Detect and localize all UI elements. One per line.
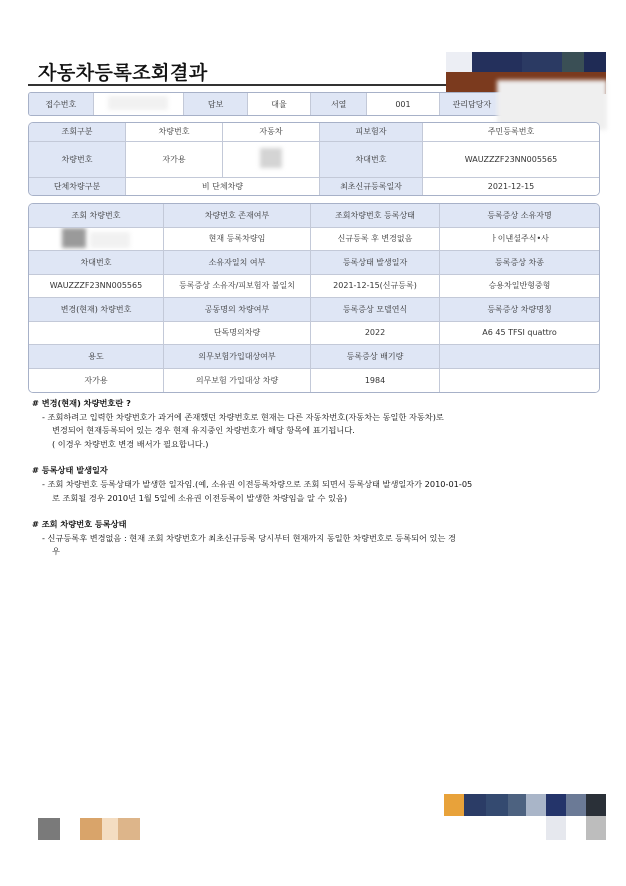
cell-owner-match-label: 소유자일치 여부 bbox=[164, 251, 311, 275]
vin-label: 차대번호 bbox=[320, 142, 423, 178]
cell-usage-label: 용도 bbox=[29, 345, 164, 369]
cell-changed-no-value bbox=[29, 322, 164, 346]
note-reg-status-line1: - 신규등록후 변경없음 : 현재 조회 차량번호가 최초신규등록 당시부터 현재까지 동일한 차량번호로 등록되어 있는 경 bbox=[42, 532, 456, 543]
manager-label: 담보 bbox=[184, 93, 247, 115]
note-changed-no-line1: - 조회하려고 입력한 차량번호가 과거에 존재했던 차량번호로 현재는 다른 자동차번호(자동차는 동일한 자동차)로 bbox=[42, 411, 444, 422]
bottom-right-mosaic bbox=[444, 794, 606, 840]
cell-model-year-label: 등록증상 모델연식 bbox=[311, 298, 440, 322]
note-reg-status-line2: 우 bbox=[52, 546, 60, 557]
cell-owner-label: 등록증상 소유자명 bbox=[440, 204, 599, 228]
cell-insurance-label: 의무보험가입대상여부 bbox=[164, 345, 311, 369]
receipt-no-value bbox=[94, 93, 185, 115]
cell-usage-value: 자가용 bbox=[29, 369, 164, 393]
insured-value: 주민등록번호 bbox=[423, 123, 599, 142]
cell-empty-value bbox=[440, 369, 599, 393]
query-type-label: 조회구분 bbox=[29, 123, 126, 142]
vehicle-no-redacted bbox=[223, 142, 320, 178]
note-changed-no-line3: ( 이경우 차량번호 변경 배서가 필요합니다.) bbox=[52, 438, 209, 449]
insured-label: 피보험자 bbox=[320, 123, 423, 142]
cell-status-value: 신규등록 후 변경없음 bbox=[311, 228, 440, 252]
cell-owner-match-value: 등록증상 소유자/피보험자 불일치 bbox=[164, 275, 311, 299]
note-status-date-line1: - 조회 차량번호 등록상태가 발생한 일자임.(예, 소유권 이전등록차량으로 조회 되면서 등록상태 발생일자가 2010-01-05 bbox=[42, 478, 473, 489]
cell-status-label: 조회차량번호 등록상태 bbox=[311, 204, 440, 228]
cell-joint-owner-value: 단독명의차량 bbox=[164, 322, 311, 346]
page-title: 자동차등록조회결과 bbox=[38, 62, 208, 84]
admin-label: 관리담당자 bbox=[440, 93, 505, 115]
note-status-date-heading: # 등록상태 발생일자 bbox=[32, 465, 108, 476]
receipt-no-label: 접수번호 bbox=[29, 93, 94, 115]
cell-vin-value: WAUZZZF23NN005565 bbox=[29, 275, 164, 299]
cell-exists-label: 차량번호 존재여부 bbox=[164, 204, 311, 228]
cell-vehicle-type-value: 승용차일반형중형 bbox=[440, 275, 599, 299]
title-divider bbox=[28, 84, 448, 86]
seal-label: 서열 bbox=[311, 93, 367, 115]
vehicle-use-value: 자가용 bbox=[126, 142, 223, 178]
cell-vin-label: 차대번호 bbox=[29, 251, 164, 275]
group-vehicle-value: 비 단체차량 bbox=[126, 178, 320, 195]
note-changed-no-line2: 변경되어 현재등록되어 있는 경우 현재 유지중인 차량번호가 해당 항목에 표기됩니다. bbox=[52, 425, 355, 436]
query-info-table bbox=[28, 122, 600, 196]
cell-vehicle-name-label: 등록증상 차량명칭 bbox=[440, 298, 599, 322]
query-type-value: 차량번호 bbox=[126, 123, 223, 142]
cell-query-vehicle-no-label: 조회 차량번호 bbox=[29, 204, 164, 228]
cell-changed-no-label: 변경(현재) 차량번호 bbox=[29, 298, 164, 322]
registration-result-table bbox=[28, 203, 600, 393]
cell-status-date-value: 2021-12-15(신규등록) bbox=[311, 275, 440, 299]
query-category-value: 자동차 bbox=[223, 123, 320, 142]
manager-value: 대율 bbox=[248, 93, 311, 115]
note-reg-status-heading: # 조회 차량번호 등록상태 bbox=[32, 519, 127, 530]
cell-owner-value: ㅏ이낸셜주식•사 bbox=[440, 228, 599, 252]
note-status-date-line2: 로 조회될 경우 2010년 1월 5일에 소유권 이전등록이 발생한 차량임을 알 수 있음) bbox=[52, 492, 348, 503]
cell-query-vehicle-no-value bbox=[29, 228, 164, 252]
cell-insurance-value: 의무보험 가입대상 차량 bbox=[164, 369, 311, 393]
cell-vehicle-type-label: 등록증상 차종 bbox=[440, 251, 599, 275]
group-vehicle-label: 단체차량구분 bbox=[29, 178, 126, 195]
cell-empty-header bbox=[440, 345, 599, 369]
explanation-notes bbox=[32, 397, 602, 559]
cell-status-date-label: 등록상태 발생일자 bbox=[311, 251, 440, 275]
vehicle-no-label: 차량번호 bbox=[29, 142, 126, 178]
cell-exists-value: 현재 등록차량임 bbox=[164, 228, 311, 252]
cell-displacement-value: 1984 bbox=[311, 369, 440, 393]
cell-joint-owner-label: 공동명의 차량여부 bbox=[164, 298, 311, 322]
cell-displacement-label: 등록증상 배기량 bbox=[311, 345, 440, 369]
bottom-left-mosaic bbox=[38, 818, 144, 840]
seal-value: 001 bbox=[367, 93, 440, 115]
vin-value: WAUZZZF23NN005565 bbox=[423, 142, 599, 178]
first-reg-date-label: 최초신규등록일자 bbox=[320, 178, 423, 195]
note-changed-no-heading: # 변경(현재) 차량번호란 ? bbox=[32, 398, 131, 408]
cell-vehicle-name-value: A6 45 TFSI quattro bbox=[440, 322, 599, 346]
first-reg-date-value: 2021-12-15 bbox=[423, 178, 599, 195]
cell-model-year-value: 2022 bbox=[311, 322, 440, 346]
